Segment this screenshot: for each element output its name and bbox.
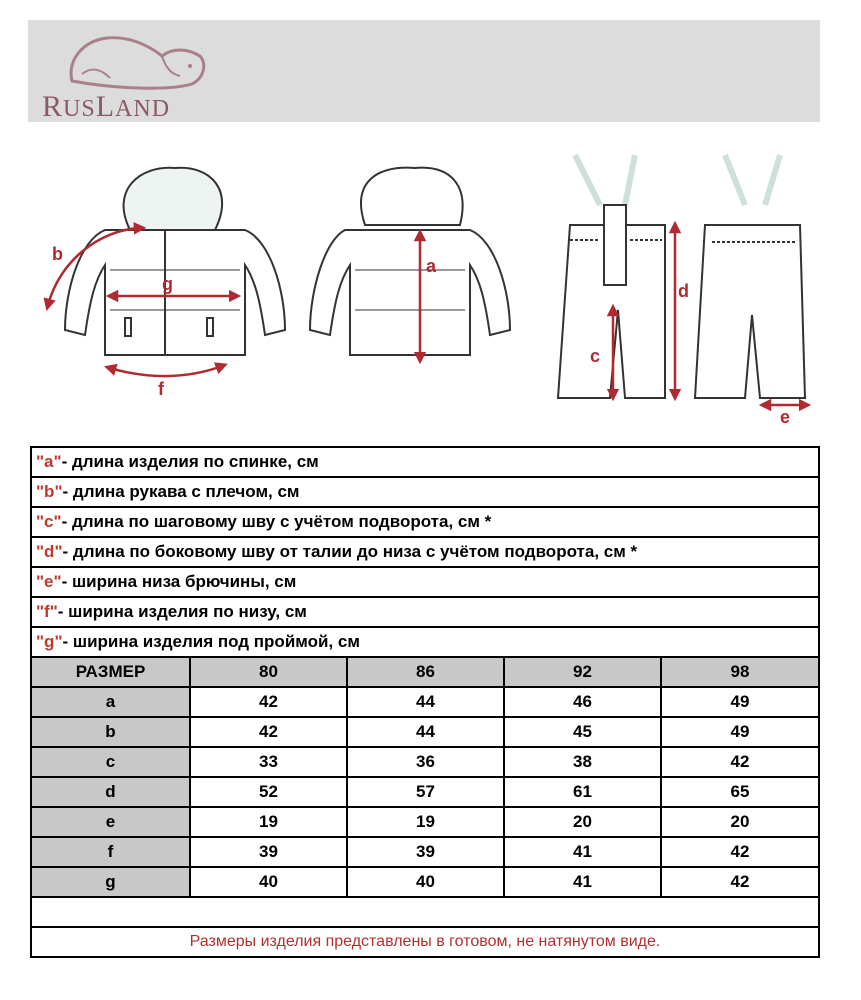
table-cell: 39 [348, 838, 503, 866]
label-g: g [162, 274, 173, 294]
table-cell: 42 [662, 748, 818, 776]
table-cell: 49 [662, 718, 818, 746]
overalls-front-icon [558, 155, 665, 398]
table-row [32, 778, 818, 806]
footnote: Размеры изделия представлены в готовом, не натянутом виде. [32, 928, 818, 956]
table-cell: 61 [505, 778, 660, 806]
label-d: d [678, 281, 689, 301]
row-label: a [32, 688, 189, 716]
legend-f: "f" - ширина изделия по низу, см [32, 598, 818, 626]
label-b: b [52, 244, 63, 264]
table-cell: 39 [191, 838, 346, 866]
table-cell: 65 [662, 778, 818, 806]
table-cell: 20 [662, 808, 818, 836]
table-cell: 42 [662, 838, 818, 866]
overalls-back-icon [695, 155, 805, 398]
table-row [32, 868, 818, 896]
row-label: c [32, 748, 189, 776]
table-cell: 52 [191, 778, 346, 806]
table-row [32, 688, 818, 716]
row-label: g [32, 868, 189, 896]
table-row [32, 718, 818, 746]
table-cell: 33 [191, 748, 346, 776]
empty-row [32, 898, 818, 926]
table-cell: 40 [191, 868, 346, 896]
table-cell: 45 [505, 718, 660, 746]
label-f: f [158, 379, 164, 399]
jacket-back-icon [310, 168, 510, 355]
legend-a: "a" - длина изделия по спинке, см [32, 448, 818, 476]
header-86: 86 [348, 658, 503, 686]
table-cell: 46 [505, 688, 660, 716]
label-a: a [426, 256, 437, 276]
header-80: 80 [191, 658, 346, 686]
brand-header [28, 20, 820, 122]
table-cell: 57 [348, 778, 503, 806]
jacket-front-icon [65, 168, 285, 355]
table-cell: 19 [191, 808, 346, 836]
row-label: e [32, 808, 189, 836]
table-row [32, 808, 818, 836]
header-98: 98 [662, 658, 818, 686]
table-cell: 49 [662, 688, 818, 716]
table-cell: 42 [662, 868, 818, 896]
table-cell: 20 [505, 808, 660, 836]
table-cell: 19 [348, 808, 503, 836]
table-cell: 38 [505, 748, 660, 776]
row-label: f [32, 838, 189, 866]
legend-b: "b" - длина рукава с плечом, см [32, 478, 818, 506]
table-cell: 41 [505, 838, 660, 866]
bear-logo-icon [62, 26, 212, 96]
size-chart [30, 446, 820, 958]
table-cell: 41 [505, 868, 660, 896]
table-cell: 40 [348, 868, 503, 896]
legend-g: "g" - ширина изделия под проймой, см [32, 628, 818, 656]
label-e: e [780, 407, 791, 427]
table-cell: 42 [191, 688, 346, 716]
legend-c: "c" - длина по шаговому шву с учётом подворота, см * [32, 508, 818, 536]
table-cell: 44 [348, 718, 503, 746]
table-cell: 44 [348, 688, 503, 716]
header-92: 92 [505, 658, 660, 686]
row-label: b [32, 718, 189, 746]
brand-name: RUSLAND [42, 90, 171, 123]
table-cell: 36 [348, 748, 503, 776]
table-header-row [32, 658, 818, 686]
header-size: РАЗМЕР [32, 658, 189, 686]
label-c: c [590, 346, 601, 366]
garment-drawings [0, 130, 861, 430]
row-label: d [32, 778, 189, 806]
table-row [32, 748, 818, 776]
legend-d: "d" - длина по боковому шву от талии до низа с учётом подворота, см * [32, 538, 818, 566]
table-row [32, 838, 818, 866]
legend-e: "e" - ширина низа брючины, см [32, 568, 818, 596]
table-cell: 42 [191, 718, 346, 746]
